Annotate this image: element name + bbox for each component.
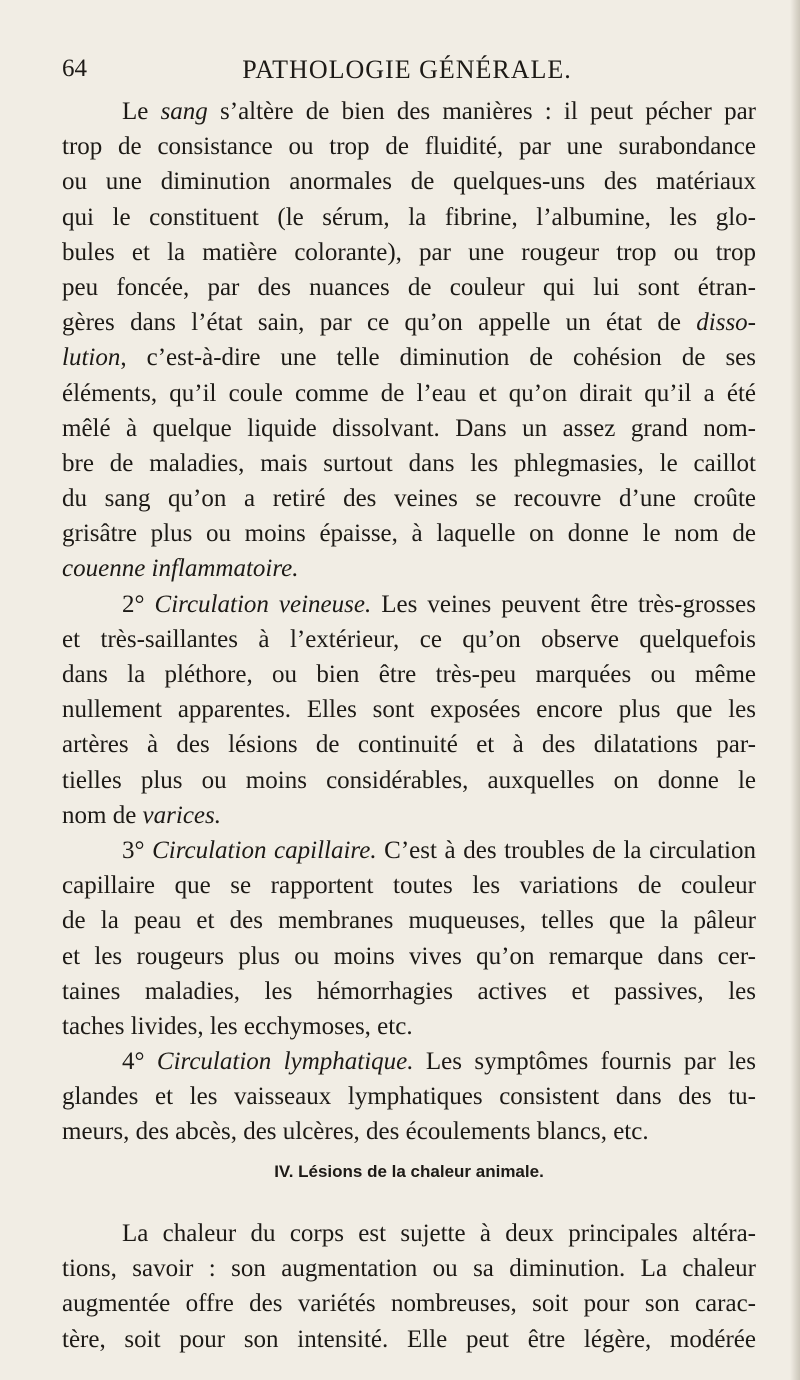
text-line: qui le constituent (le sérum, la fibrine, l’albumine, les glo- — [62, 203, 756, 231]
text-line: bre de maladies, mais surtout dans les phlegmasies, le caillot — [62, 449, 756, 477]
text-line: tions, savoir : son augmentation ou sa diminution. La chaleur — [62, 1255, 756, 1283]
text-line: meurs, des abcès, des ulcères, des écoulements blancs, etc. — [62, 1118, 649, 1146]
running-title: PATHOLOGIE GÉNÉRALE. — [242, 55, 572, 84]
text-line: nom de varices. — [62, 801, 221, 829]
text-line: taines maladies, les hémorrhagies actives et passives, les — [62, 977, 756, 1005]
text-line: nullement apparentes. Elles sont exposées encore plus que les — [62, 696, 756, 724]
text-line: tielles plus ou moins considérables, auxquelles on donne le — [62, 766, 756, 794]
text-line: mêlé à quelque liquide dissolvant. Dans un assez grand nom- — [62, 414, 756, 442]
text-line: et très-saillantes à l’extérieur, ce qu’on observe quelquefois — [62, 625, 756, 653]
text-line: Le sang s’altère de bien des manières : il peut pécher par — [122, 98, 757, 125]
page-edge-shadow — [790, 0, 800, 1380]
page-number: 64 — [62, 55, 87, 82]
text-line: 2° Circulation veineuse. Les veines peuvent être très-grosses — [122, 590, 756, 618]
text-line: 4° Circulation lymphatique. Les symptômes fournis par les — [122, 1048, 756, 1076]
body-text-section-iv — [62, 1216, 756, 1357]
text-line: de la peau et des membranes muqueuses, telles que la pâleur — [62, 907, 756, 935]
text-line: capillaire que se rapportent toutes les variations de couleur — [62, 872, 756, 900]
text-line: augmentée offre des variétés nombreuses, soit pour son carac- — [62, 1290, 756, 1318]
text-line: trop de consistance ou trop de fluidité, par une surabondance — [62, 133, 756, 161]
text-line: lution, c’est-à-dire une telle diminution de cohésion de ses — [62, 344, 756, 372]
text-line: ou une diminution anormales de quelques-uns des matériaux — [62, 168, 756, 196]
text-line: grisâtre plus ou moins épaisse, à laquelle on donne le nom de — [62, 520, 756, 548]
text-line: éléments, qu’il coule comme de l’eau et qu’on dirait qu’il a été — [62, 379, 756, 407]
body-text — [62, 94, 756, 1150]
text-line: et les rougeurs plus ou moins vives qu’on remarque dans cer- — [62, 942, 756, 970]
text-line: du sang qu’on a retiré des veines se recouvre d’une croûte — [62, 485, 756, 513]
text-line: bules et la matière colorante), par une rougeur trop ou trop — [62, 238, 756, 266]
text-line: dans la pléthore, ou bien être très-peu marquées ou même — [62, 661, 756, 688]
text-line: taches livides, les ecchymoses, etc. — [62, 1012, 413, 1040]
text-line: couenne inflammatoire. — [62, 555, 299, 583]
text-line: tère, soit pour son intensité. Elle peut être légère, modérée — [62, 1325, 756, 1353]
text-line: gères dans l’état sain, par ce qu’on appelle un état de disso- — [62, 309, 756, 337]
text-line: artères à des lésions de continuité et à des dilatations par- — [62, 731, 756, 759]
page-header — [62, 55, 752, 95]
section-heading: IV. Lésions de la chaleur animale. — [274, 1162, 544, 1181]
text-line: peu foncée, par des nuances de couleur qui lui sont étran- — [62, 273, 756, 301]
text-line: glandes et les vaisseaux lymphatiques consistent dans des tu- — [62, 1083, 756, 1111]
text-line: La chaleur du corps est sujette à deux principales altéra- — [122, 1220, 756, 1247]
text-line: 3° Circulation capillaire. C’est à des troubles de la circulation — [122, 836, 756, 864]
